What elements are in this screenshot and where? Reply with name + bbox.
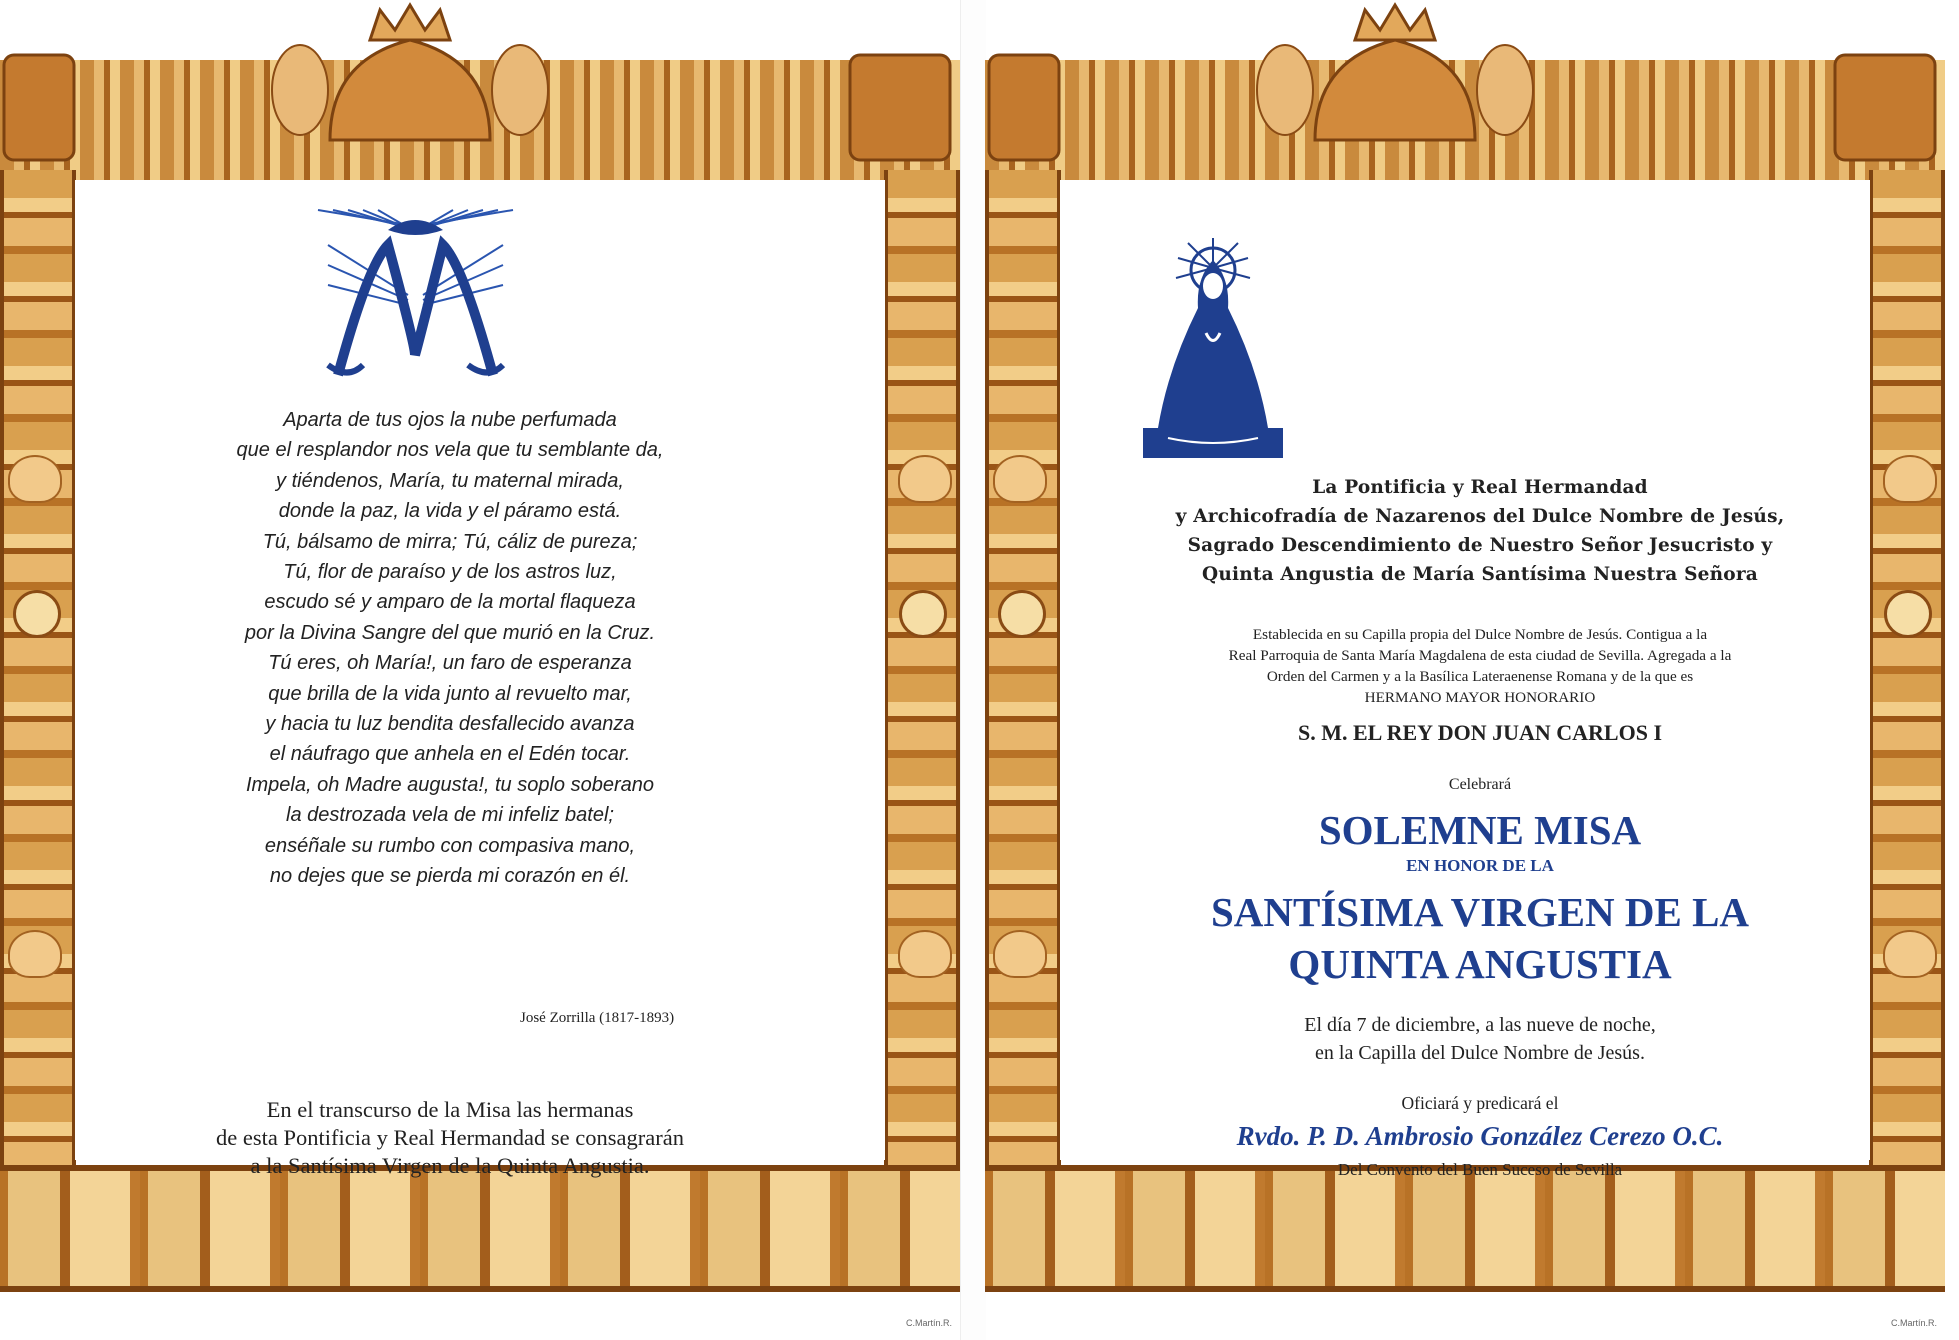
angel-icon [1883, 930, 1937, 978]
ornamental-frame-bottom [0, 1165, 960, 1292]
poem-line: Tú, bálsamo de mirra; Tú, cáliz de pureza; [262, 530, 638, 553]
brotherhood-name [1130, 473, 1830, 589]
establishment-line: Orden del Carmen y a la Basílica Lateraenense Romana y de la que es [1266, 668, 1694, 685]
royal-crown-crest-icon [985, 0, 1945, 175]
poem-line: y hacia tu luz bendita desfallecido avanza [265, 713, 635, 736]
poem-author: José Zorrilla (1817-1893) [520, 1010, 675, 1026]
celebrara-label: Celebrará [1448, 776, 1512, 793]
medallion-icon [1884, 590, 1932, 638]
dedication-line: SANTÍSIMA VIRGEN DE LA [1210, 889, 1750, 935]
dedication-line: QUINTA ANGUSTIA [1288, 941, 1672, 987]
brotherhood-line: Quinta Angustia de María Santísima Nuestra Señora [1202, 564, 1758, 585]
dedication-title [1145, 886, 1815, 990]
medallion-icon [13, 590, 61, 638]
poem-line: la destrozada vela de mi infeliz batel; [286, 804, 614, 827]
artist-signature: C.Martín.R. [1890, 1318, 1937, 1328]
brotherhood-line: Sagrado Descendimiento de Nuestro Señor Jesucristo y [1187, 535, 1773, 556]
date-line: en la Capilla del Dulce Nombre de Jesús. [1315, 1042, 1645, 1064]
establishment-note [1145, 624, 1815, 708]
angel-icon [993, 455, 1047, 503]
ornamental-frame-bottom [985, 1165, 1945, 1292]
brotherhood-line: La Pontificia y Real Hermandad [1312, 477, 1648, 498]
poem-line: el náufrago que anhela en el Edén tocar. [269, 743, 631, 766]
artist-signature: C.Martín.R. [905, 1318, 952, 1328]
medallion-icon [998, 590, 1046, 638]
angel-icon [8, 930, 62, 978]
officiant-name: Rvdo. P. D. Ambrosio González Cerezo O.C. [1236, 1121, 1724, 1151]
poem-line: Tú, flor de paraíso y de los astros luz, [283, 561, 617, 584]
consecration-line: En el transcurso de la Misa las hermanas [266, 1097, 634, 1122]
poem-line: Aparta de tus ojos la nube perfumada [283, 409, 617, 431]
honorary-brother: S. M. EL REY DON JUAN CARLOS I [1297, 720, 1663, 745]
ave-maria-monogram-icon [308, 205, 523, 385]
medallion-icon [899, 590, 947, 638]
angel-icon [993, 930, 1047, 978]
ornamental-frame-left [0, 170, 76, 1170]
officiant-convent: Del Convento del Buen Suceso de Sevilla [1337, 1160, 1623, 1179]
poem-line: y tiéndenos, María, tu maternal mirada, [276, 469, 624, 492]
page-fold [960, 0, 986, 1340]
establishment-line: HERMANO MAYOR HONORARIO [1364, 689, 1596, 706]
establishment-line: Real Parroquia de Santa María Magdalena de esta ciudad de Sevilla. Agregada a la [1228, 647, 1732, 664]
poem-line: Impela, oh Madre augusta!, tu soplo soberano [245, 773, 655, 796]
poem-line: enséñale su rumbo con compasiva mano, [264, 834, 636, 857]
poem-line: Tú eres, oh María!, un faro de esperanza [268, 652, 632, 675]
poem-line: que el resplandor nos vela que tu semblante da, [236, 439, 664, 462]
event-title: SOLEMNE MISA [1318, 807, 1642, 853]
officiant-label: Oficiará y predicará el [1401, 1093, 1559, 1113]
consecration-line: a la Santísima Virgen de la Quinta Angustia. [250, 1153, 650, 1178]
poem-line: que brilla de la vida junto al revuelto mar, [268, 682, 632, 705]
consecration-line: de esta Pontificia y Real Hermandad se consagrarán [216, 1125, 684, 1150]
poem-line: por la Divina Sangre del que murió en la Cruz. [244, 621, 656, 644]
establishment-line: Establecida en su Capilla propia del Dulce Nombre de Jesús. Contigua a la [1252, 626, 1708, 643]
poem [160, 405, 740, 892]
virgin-statue-icon [1138, 238, 1288, 460]
angel-icon [898, 455, 952, 503]
poem-line: no dejes que se pierda mi corazón en él. [269, 865, 631, 888]
left-page [0, 0, 960, 1340]
event-date [1145, 1011, 1815, 1067]
ornamental-frame-left [985, 170, 1061, 1170]
ornamental-frame-right [1869, 170, 1945, 1170]
consecration-note [120, 1096, 780, 1180]
date-line: El día 7 de diciembre, a las nueve de noche, [1304, 1014, 1656, 1036]
angel-icon [1883, 455, 1937, 503]
angel-icon [898, 930, 952, 978]
angel-icon [8, 455, 62, 503]
poem-line: escudo sé y amparo de la mortal flaqueza [264, 591, 636, 614]
coat-of-arms-icon [0, 0, 960, 175]
brotherhood-line: y Archicofradía de Nazarenos del Dulce Nombre de Jesús, [1175, 506, 1785, 527]
ornamental-frame-right [884, 170, 960, 1170]
event-subtitle: EN HONOR DE LA [1406, 856, 1554, 875]
poem-line: donde la paz, la vida y el páramo está. [278, 500, 622, 523]
